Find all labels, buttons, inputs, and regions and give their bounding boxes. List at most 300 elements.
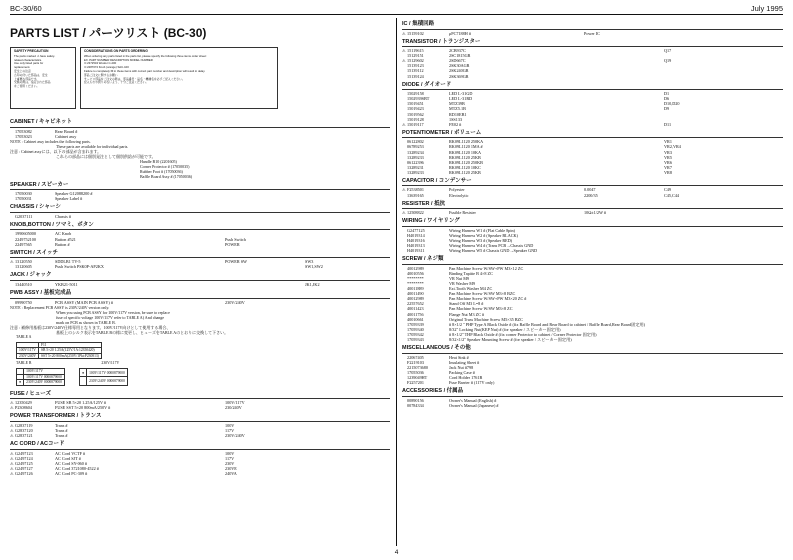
part-ref: VR5: [664, 154, 672, 160]
note-line: Rubber Foot # (17050036): [140, 168, 183, 174]
section-rule: [402, 185, 783, 186]
part-description: Fusible Resister: [449, 210, 476, 216]
table-cell: 100V/117V: [24, 369, 65, 375]
part-number: P2308604: [15, 405, 32, 411]
part-number: H4019314: [407, 232, 425, 238]
part-description: RK09L1120 25KB: [449, 169, 481, 175]
part-description: PCB ASSY (MAIN PCB ASSY) #: [55, 299, 113, 305]
section-rule: [10, 229, 390, 230]
section-heading: MISCELLANEOUS / その他: [402, 345, 471, 352]
part-number: G2497127: [15, 465, 33, 471]
part-description: LED L-31GD: [449, 91, 473, 97]
note-line: Handle B10 (2201605): [140, 158, 177, 164]
safety-mark: ⚠: [402, 48, 406, 54]
section-heading: FUSE / ヒューズ: [10, 390, 51, 397]
box-line: EX. PART NUMBER DESCRIPTION MODEL NUMBER: [84, 57, 153, 62]
part-ref: [664, 337, 783, 342]
part-number: 17059340: [407, 326, 424, 332]
part-number: 13289233: [407, 169, 424, 175]
part-number: F2219103: [407, 359, 424, 365]
table-cell: ●: [79, 369, 86, 377]
part-ref: [664, 403, 783, 408]
section-heading: DIODE / ダイオード: [402, 81, 452, 88]
part-ref: [664, 380, 783, 385]
note-line: 基板上のシルク表示をTABLE Bの様に変更し、ヒューズをTABLE Aのとおりに交換して下さい。: [56, 329, 229, 335]
part-note: 230/240V: [225, 405, 242, 411]
part-ref: [305, 433, 390, 438]
safety-mark: ⚠: [402, 30, 406, 36]
note-line: NOTE : Replacement PCB ASSY is 230V/240V version only.: [10, 304, 110, 310]
pcb-mark-table: [16, 368, 65, 386]
part-row: [402, 122, 783, 127]
part-number: 1990605000: [15, 231, 36, 237]
part-number: 15129602: [407, 58, 424, 64]
parts-section: [402, 256, 783, 342]
part-ref: [664, 74, 783, 79]
section-rule: [402, 29, 783, 30]
parts-section: [10, 182, 390, 202]
part-description: 8/32" Locking Nut(KEP Nut) # (for speaker / スピーカー固定用): [449, 326, 561, 332]
right-column: [402, 18, 783, 408]
part-description: AC Cord 3721080-4522 #: [55, 465, 99, 471]
part-description: 2SD667C: [449, 58, 466, 64]
section-heading: WIRING / ワイヤリング: [402, 218, 460, 225]
section-heading: KNOB,BOTTON / ツマミ、ボタン: [10, 221, 94, 228]
page-title: PARTS LIST / パーツリスト (BC-30): [10, 26, 207, 40]
box-line: The parts marked ⚠ have safety-: [14, 53, 56, 58]
part-number: 17055036: [407, 369, 424, 375]
part-ref: VR8: [664, 169, 672, 175]
table-cell: 100V/117V 0000879000: [87, 369, 128, 377]
part-note: [225, 282, 305, 287]
section-heading: SCREW / ネジ類: [402, 256, 444, 263]
box-line: When ordering any parts listed in the parts list, please specify the following three items order sheet:: [84, 53, 207, 58]
part-number: 40012989: [407, 265, 424, 271]
part-description: AC Cord SJT #: [55, 455, 81, 461]
part-note: [584, 337, 664, 342]
part-row: [402, 380, 783, 385]
section-heading: POTENTIOMETER / ボリューム: [402, 129, 482, 136]
part-ref: SW3: [305, 259, 314, 265]
parts-section: [402, 201, 783, 216]
part-number: 2249752100: [15, 236, 36, 242]
part-note: 10Ω±1/2W #: [584, 210, 606, 216]
table-b-wrap: [10, 366, 390, 388]
part-number: 22557652: [407, 301, 424, 307]
part-number: G2497125: [15, 460, 33, 466]
section-rule: [402, 396, 783, 397]
section-rule: [402, 46, 783, 47]
part-row: [402, 74, 783, 79]
part-description: Button #: [55, 241, 70, 247]
part-ref: D1: [664, 91, 670, 97]
fuse-table-a: [16, 342, 102, 360]
part-number: 13289233: [407, 154, 424, 160]
part-row: [402, 31, 783, 36]
part-ref: [305, 242, 390, 247]
part-description: Owner's Manual (Japanese) #: [449, 402, 499, 408]
part-number: G2837119: [15, 422, 33, 428]
safety-mark: ⚠: [402, 187, 406, 193]
part-description: Trans #: [55, 422, 68, 428]
part-ref: [664, 210, 783, 215]
part-number: 09990750: [15, 299, 32, 305]
part-description: 1SS133: [449, 116, 463, 122]
part-note: [584, 74, 664, 79]
part-description: FE02 #: [449, 121, 462, 127]
section-rule: [402, 208, 783, 209]
part-description: FUSE SB 5×20 1.25A/125V #: [55, 400, 107, 406]
part-description: MTZ5.1B: [449, 106, 466, 112]
part-number: 00784334: [407, 402, 424, 408]
table-row: [79, 377, 127, 385]
part-description: Fuse Barrier # (117V only): [449, 380, 495, 386]
part-note: 230V: [225, 460, 235, 466]
part-number: G2037111: [15, 213, 33, 219]
part-number: 17059342: [407, 331, 424, 337]
left-sections: [10, 119, 390, 476]
part-note: 100V/117V: [225, 400, 245, 406]
part-number: 15159102: [407, 30, 424, 36]
right-sections: [402, 21, 783, 408]
parts-section: [402, 388, 783, 408]
parts-section: [10, 272, 390, 287]
section-heading: CABINET / キャビネット: [10, 119, 73, 125]
parts-section: [402, 39, 783, 79]
part-number: 17053023: [15, 133, 32, 139]
part-number: 15019128: [407, 116, 424, 122]
part-description: Chassis #: [55, 213, 71, 219]
table-cell: 100V/117V: [17, 348, 39, 354]
part-ref: VR3: [664, 149, 672, 155]
part-description: Pan Machine Screw W/SW M3×8 BZC: [449, 291, 516, 297]
part-ref: [664, 31, 783, 36]
part-description: YKB21-5011: [55, 281, 78, 287]
part-description: 2SK369GR: [449, 73, 469, 79]
part-note: 2200/35: [584, 192, 598, 198]
part-number: 15119615: [407, 48, 424, 54]
part-row: [10, 214, 390, 219]
part-ref: [305, 471, 390, 476]
part-note: [584, 380, 664, 385]
note-line: mark on PCB as shown in TABLE B.: [56, 319, 116, 325]
part-note: 100V: [225, 450, 235, 456]
part-number: 22067405: [407, 354, 424, 360]
part-number: G2497126: [15, 470, 33, 476]
part-ref: [305, 214, 390, 219]
parts-section: [402, 218, 783, 253]
part-number: 17059339: [407, 321, 424, 327]
part-number: F2257201: [407, 380, 424, 386]
parts-section: [402, 345, 783, 385]
part-number: 2215073680: [407, 364, 428, 370]
pcb-mark-table: [79, 368, 128, 386]
table-row: [17, 380, 65, 386]
part-number: 12508822: [407, 210, 424, 216]
notice-boxes: [10, 47, 390, 109]
part-description: 2SK30AGR: [449, 63, 470, 69]
part-note: 100V: [225, 422, 235, 428]
part-description: Cord Holder 1761B: [449, 375, 483, 380]
table-cell: 100V/117V 0000879000: [24, 374, 65, 380]
part-number: 13289231: [407, 164, 424, 170]
part-row: [10, 282, 390, 287]
part-description: Trans #: [55, 433, 68, 438]
section-rule: [402, 353, 783, 354]
part-ref: D10,D20: [664, 101, 680, 107]
part-description: AC Knob: [55, 231, 72, 237]
safety-mark: ⚠: [10, 405, 14, 411]
section-rule: [10, 189, 390, 190]
parts-section: [402, 130, 783, 175]
part-note: [584, 170, 664, 175]
part-number: 17050030: [15, 191, 32, 197]
part-number: 15139123: [407, 63, 424, 69]
part-number: 06789253: [407, 144, 424, 150]
part-number: 13639165: [407, 192, 424, 198]
part-number: 22497565: [15, 241, 32, 247]
box-line: 安全上の注意: [14, 68, 31, 73]
box-line: related characteristics.: [14, 57, 42, 62]
part-number: 13289234: [407, 149, 424, 155]
part-ref: D11: [664, 121, 672, 127]
table-a-label: TABLE A: [16, 334, 32, 339]
table-cell: 230V/240V 0000879000: [87, 377, 128, 385]
box-line: 上重要な部品です。: [14, 76, 39, 81]
table-cell: ●: [17, 380, 24, 386]
part-note: [584, 248, 664, 253]
box-line: ⊙ 2287072 Knob (orange) SAC-100: [84, 65, 129, 70]
section-heading: ACCESSORIES / 付属品: [402, 388, 464, 395]
part-number: H4019316: [407, 237, 425, 243]
part-description: Wiring Harness W5 # Chassis GND→Speaker GND: [449, 248, 538, 254]
part-description: Heat Sink #: [449, 354, 469, 360]
part-description: Ext.Tooth Washer M4 ZC: [449, 286, 493, 292]
part-note: POWER: [225, 241, 240, 247]
part-row: [10, 433, 390, 438]
part-number: 17059343: [407, 337, 424, 343]
parts-section: [402, 82, 783, 127]
safety-mark: ⚠: [10, 259, 14, 265]
part-description: RK09L1120 250KA: [449, 139, 484, 145]
box-line: 交換の際は、指定された部品: [14, 80, 51, 85]
part-note: [225, 264, 305, 269]
safety-mark: ⚠: [10, 450, 14, 456]
considerations-heading: CONSIDERATIONS ON PARTS ORDERING: [84, 49, 148, 53]
part-number: G2837121: [15, 433, 33, 438]
part-number: 40010661: [407, 316, 424, 322]
section-heading: JACK / ジャック: [10, 272, 52, 279]
part-description: Insulating Sheet #: [449, 359, 480, 365]
safety-precaution-box: [10, 47, 76, 109]
safety-mark: ⚠: [10, 427, 14, 433]
part-ref: C49: [664, 187, 671, 193]
safety-mark: ⚠: [10, 470, 14, 476]
safety-mark: ⚠: [10, 400, 14, 406]
part-note: 230VE: [225, 465, 237, 471]
box-line: replacement.: [14, 65, 31, 70]
table-b-label: TABLE B: [16, 361, 32, 366]
section-heading: POWER TRANSFORMER / トランス: [10, 413, 102, 420]
ordering-considerations-box: [80, 47, 278, 109]
part-number: H4019311: [407, 248, 425, 254]
part-description: Trans #: [55, 427, 68, 433]
part-ref: VR6: [664, 159, 672, 165]
part-description: Wiring Harness W4 # (Trans PCB→Chassis GND: [449, 243, 534, 249]
part-number: 1239049HT: [407, 375, 428, 380]
parts-section: [10, 119, 390, 179]
section-rule: [10, 398, 390, 399]
parts-section: [10, 290, 390, 388]
page-number: 4: [394, 549, 399, 556]
part-description: VR Washer M9: [449, 281, 476, 286]
parts-section: [10, 250, 390, 270]
section-rule: [10, 127, 390, 128]
parts-section: [10, 391, 390, 411]
part-description: Wiring Harness W3 # (Speaker RED): [449, 237, 513, 243]
part-number: G2477125: [407, 227, 425, 233]
part-row: [402, 193, 783, 198]
safety-mark: ⚠: [10, 455, 14, 461]
section-heading: PWB ASSY / 基板完成品: [10, 290, 72, 297]
part-ref: [305, 196, 390, 201]
part-number: 15139124: [407, 73, 424, 79]
part-description: SDDLB1 TV-5: [55, 259, 81, 265]
part-description: 2CB937C: [449, 48, 466, 54]
section-rule: [10, 298, 390, 299]
part-number: 00890156: [407, 397, 424, 403]
section-rule: [402, 89, 783, 90]
safety-mark: ⚠: [402, 58, 406, 64]
part-description: Pan Machine Screw W/SW+PW M3×20 ZC #: [449, 296, 527, 302]
part-number: 15019117: [407, 121, 424, 127]
part-number: 13440510: [15, 281, 32, 287]
part-description: VR Nut M9: [449, 275, 470, 281]
part-ref: VR7: [664, 164, 672, 170]
part-note: [225, 214, 305, 219]
part-description: Rear Board #: [55, 128, 78, 134]
part-description: 8/32×1/2" Speaker Mounting Screw # (for speaker / スピーカー固定用): [449, 337, 572, 343]
section-heading: CAPACITOR / コンデンサー: [402, 177, 472, 184]
part-row: [10, 405, 390, 410]
note-line: Baffle Board Assy # (17050036): [140, 173, 193, 179]
section-rule: [10, 280, 390, 281]
part-row: [10, 300, 390, 305]
note-line: これらの部品には個別発注として個別供給が可能です。: [56, 153, 156, 159]
box-line: をご使用ください。: [14, 84, 40, 89]
safety-heading: SAFETY PRECAUTION: [14, 49, 49, 53]
part-description: Polyester: [449, 187, 465, 193]
part-description: LED L-31RD: [449, 96, 473, 102]
part-number: 15019423: [407, 106, 424, 112]
part-row: [10, 471, 390, 476]
section-rule: [402, 226, 783, 227]
table-cell: SST 5×20 800mA(250V/1Pkt:P230813): [38, 353, 101, 359]
part-description: Original Truss Machine Screw M5×35 BZC: [449, 316, 523, 322]
part-row: [10, 242, 390, 247]
considerations-lines: [84, 55, 274, 85]
part-ref: VR1: [664, 139, 672, 145]
part-number: ********: [407, 281, 424, 286]
part-row: [402, 170, 783, 175]
part-number: 15019562: [407, 111, 424, 117]
part-description: # 8×1/2 " PHP Type A Black Oxide # (fix Baffle Board and Rear Board to cabinet / Baffle Board,Rear Board固定用): [449, 321, 646, 327]
note-line: Corner Protector # (17050035): [140, 163, 190, 169]
safety-mark: ⚠: [402, 121, 406, 127]
part-number: 40011756: [407, 311, 424, 317]
part-number: F2538501: [407, 187, 424, 193]
part-ref: C45,C44: [664, 192, 680, 198]
part-number: 1502939SBT: [407, 96, 430, 102]
part-ref: [305, 405, 390, 410]
box-line: ⚠印の付いた部品は、安全: [14, 72, 48, 77]
part-description: Wiring Harness W1 # (Flat Cable 8pin): [449, 227, 516, 233]
part-ref: [305, 134, 390, 139]
part-note: Push Switch: [225, 236, 246, 242]
part-number: 15129151: [407, 53, 424, 59]
box-line: サービス部品をご注文の際は、部品番号・品名・機種名を必ずご記入ください。: [84, 76, 185, 81]
part-description: # 8×1/2" THP Black Oxide # (fix corner Protector to cabinet / Corner Protector 固定用): [449, 331, 597, 337]
section-rule: [10, 421, 390, 422]
part-ref: SW1,SW2: [305, 264, 323, 270]
part-description: Pan Machine Screw W/SW+PW M3×12 ZC: [449, 265, 524, 271]
part-description: RK09L1120 10KA: [449, 149, 482, 155]
part-description: RD10EB1: [449, 111, 467, 117]
header-rule: [10, 14, 783, 15]
part-description: Binding Tapitte B 4×8 ZC: [449, 270, 493, 276]
safety-lines: [14, 55, 72, 89]
parts-section: [10, 441, 390, 476]
table-cell: [79, 377, 86, 385]
section-rule: [402, 137, 783, 138]
part-ref: JK1,JK2: [305, 281, 320, 287]
part-description: 2SK240GR: [449, 68, 469, 74]
section-heading: SWITCH / スイッチ: [10, 249, 59, 256]
section-heading: CHASSIS / シャーシ: [10, 204, 61, 211]
part-number: H4019313: [407, 243, 425, 249]
parts-section: [10, 222, 390, 247]
part-note: 117V: [225, 455, 235, 461]
parts-section: [402, 178, 783, 198]
parts-section: [10, 413, 390, 438]
part-description: Speaker Label #: [55, 196, 83, 202]
part-ref: [305, 300, 390, 305]
section-rule: [10, 449, 390, 450]
part-number: 17050031: [15, 196, 32, 202]
part-number: G2837120: [15, 427, 33, 433]
part-note: [225, 196, 305, 201]
part-note: 230V/240V: [225, 433, 245, 438]
part-note: [584, 122, 664, 127]
part-description: FUSE SST 5×20 800mA/250V #: [55, 405, 111, 411]
left-column: [10, 18, 390, 476]
part-number: G2497123: [15, 450, 33, 456]
parts-section: [10, 204, 390, 219]
part-description: μPC7188H #: [449, 30, 471, 36]
part-description: RK09L1120 10KC: [449, 164, 481, 170]
table-row: [17, 353, 102, 359]
part-number: 12350429: [15, 400, 32, 406]
part-note: Power IC: [584, 30, 600, 36]
box-line: ⊙ 2372534 Woofer C-200: [84, 61, 117, 66]
section-heading: RESISTER / 抵抗: [402, 200, 446, 207]
table-cell: 230V/240V 0000879000: [24, 380, 65, 386]
part-number: 15029158: [407, 91, 424, 97]
part-number: 06122802: [407, 139, 424, 145]
box-line: 部品ご注文に関するお願い: [84, 72, 118, 77]
safety-mark: ⚠: [10, 433, 14, 438]
section-rule: [10, 257, 390, 258]
